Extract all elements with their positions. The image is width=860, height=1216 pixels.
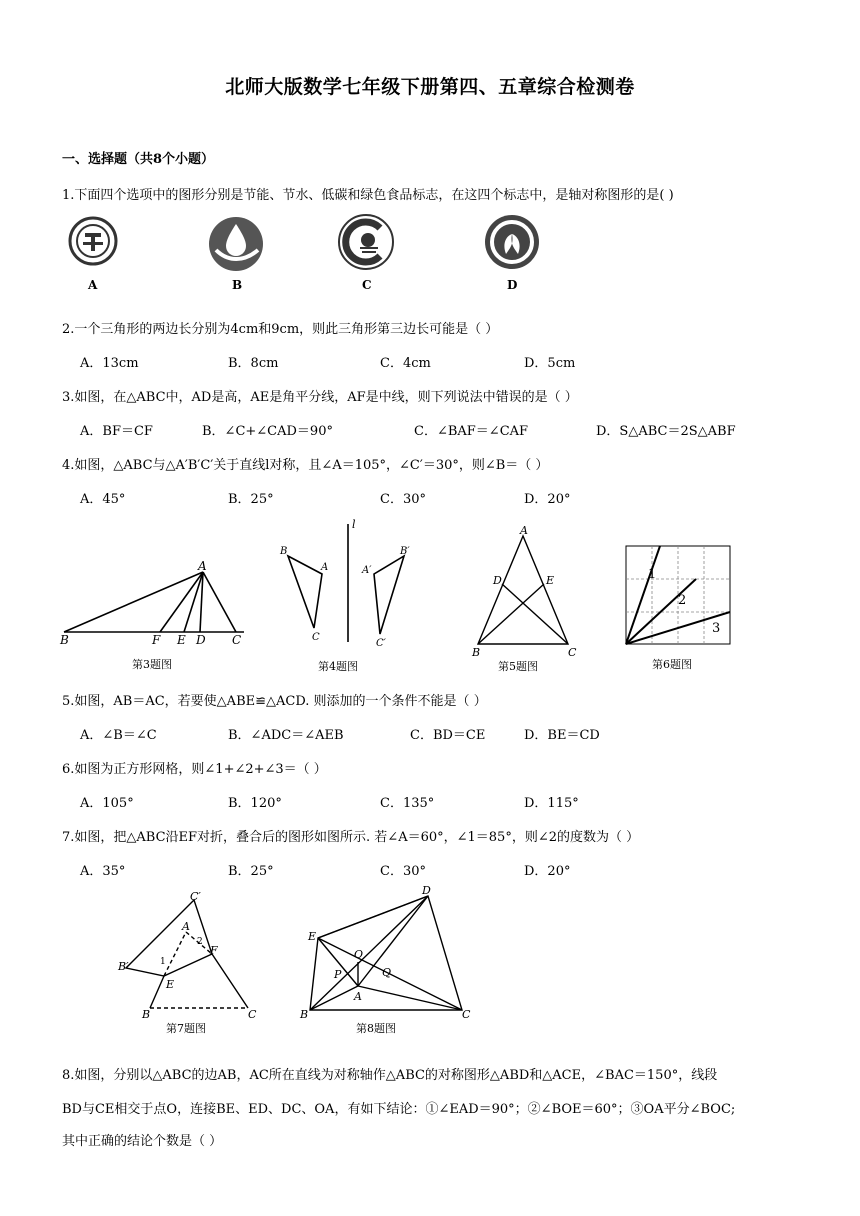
q6-option-c: C．135° (380, 796, 435, 811)
q3-option-a: A．BF＝CF (80, 424, 153, 439)
f7-label-e: E (166, 978, 175, 991)
q5-option-d: D．BE＝CD (524, 728, 600, 743)
f6-angle-3: 3 (712, 621, 721, 636)
f5-label-b: B (472, 646, 481, 658)
logo-green-food-icon (484, 214, 540, 274)
q2-option-c: C．4cm (380, 356, 431, 371)
figure-8-diagram (296, 882, 482, 1020)
f3-label-f: F (152, 633, 161, 647)
q2-option-b: B．8cm (228, 356, 279, 371)
q7-option-b: B．25° (228, 864, 274, 879)
q4-option-c: C．30° (380, 492, 426, 507)
question-8-line-2: BD与CE相交于点O，连接BE、ED、DC、OA，有如下结论：①∠EAD＝90°；②∠BOE＝60°；③OA平分∠BOC; (62, 1102, 736, 1117)
f4-label-a-prime: A′ (362, 565, 372, 576)
f3-label-c: C (232, 633, 242, 647)
f8-label-q: Q (382, 966, 392, 979)
f6-angle-1: 1 (648, 567, 657, 582)
q5-option-b: B．∠ADC＝∠AEB (228, 728, 344, 743)
q6-option-b: B．120° (228, 796, 282, 811)
caption-figure-5: 第5题图 (498, 660, 538, 673)
figure-5-diagram (466, 524, 584, 658)
logo-label-d: D (507, 278, 518, 292)
f3-label-b: B (60, 633, 69, 647)
f4-label-c-prime: C′ (376, 638, 386, 649)
f4-label-b-prime: B′ (400, 546, 410, 557)
figure-4-diagram (276, 516, 426, 652)
q5-option-c: C．BD＝CE (410, 728, 486, 743)
q7-option-a: A．35° (80, 864, 126, 879)
caption-figure-4: 第4题图 (318, 660, 358, 673)
f4-label-c: C (312, 632, 320, 643)
logo-label-c: C (362, 278, 372, 292)
f4-label-a: A (321, 562, 329, 573)
caption-figure-8: 第8题图 (356, 1022, 396, 1035)
q5-option-a: A．∠B＝∠C (80, 728, 157, 743)
f7-label-b: B (142, 1008, 151, 1020)
q2-option-d: D．5cm (524, 356, 576, 371)
f8-label-a: A (354, 990, 362, 1003)
q4-option-d: D．20° (524, 492, 571, 507)
f5-label-c: C (568, 646, 577, 658)
f5-label-a: A (520, 524, 528, 537)
section-heading: 一、选择题（共8个小题） (62, 152, 215, 167)
f7-label-c: C (248, 1008, 257, 1020)
f5-label-d: D (493, 574, 502, 587)
f8-label-c: C (462, 1008, 471, 1020)
q2-option-a: A．13cm (80, 356, 139, 371)
f8-label-d: D (422, 884, 431, 897)
logo-label-b: B (232, 278, 243, 292)
f3-label-d: D (196, 633, 206, 647)
q3-option-d: D．S△ABC＝2S△ABF (596, 424, 736, 439)
q4-option-a: A．45° (80, 492, 126, 507)
logo-water-saving-icon (208, 216, 264, 276)
question-3-text: 3.如图，在△ABC中，AD是高，AE是角平分线，AF是中线，则下列说法中错误的是（ ） (62, 390, 578, 405)
question-4-text: 4.如图，△ABC与△A′B′C′关于直线l对称，且∠A＝105°，∠C′＝30°，则∠B＝（ ） (62, 458, 549, 473)
f6-angle-2: 2 (678, 593, 687, 608)
page-title: 北师大版数学七年级下册第四、五章综合检测卷 (225, 76, 635, 98)
f8-label-o: O (354, 948, 364, 961)
logo-energy-saving-icon (68, 216, 118, 270)
logo-low-carbon-icon (338, 214, 394, 274)
q4-option-b: B．25° (228, 492, 274, 507)
f8-label-b: B (300, 1008, 309, 1020)
f4-label-b: B (280, 546, 288, 557)
f7-angle-2: 2 (197, 937, 203, 947)
caption-figure-6: 第6题图 (652, 658, 692, 671)
question-7-text: 7.如图，把△ABC沿EF对折，叠合后的图形如图所示. 若∠A＝60°，∠1＝85°，则∠2的度数为（ ） (62, 830, 640, 845)
question-1-text: 1.下面四个选项中的图形分别是节能、节水、低碳和绿色食品标志，在这四个标志中，是轴对称图形的是( ) (62, 188, 674, 203)
q6-option-d: D．115° (524, 796, 579, 811)
question-5-text: 5.如图，AB＝AC，若要使△ABE≌△ACD. 则添加的一个条件不能是（ ） (62, 694, 487, 709)
q7-option-c: C．30° (380, 864, 426, 879)
f3-label-a: A (198, 560, 207, 573)
f7-label-f: F (210, 944, 218, 957)
figure-3-diagram (58, 560, 248, 648)
f7-label-a: A (182, 920, 190, 933)
f7-label-b-prime: B′ (118, 960, 129, 973)
figure-6-grid-diagram (622, 542, 734, 648)
question-8-line-3: 其中正确的结论个数是（ ） (62, 1134, 223, 1149)
caption-figure-7: 第7题图 (166, 1022, 206, 1035)
question-6-text: 6.如图为正方形网格，则∠1+∠2+∠3＝（ ） (62, 762, 327, 777)
q7-option-d: D．20° (524, 864, 571, 879)
f8-label-e: E (308, 930, 317, 943)
question-8-line-1: 8.如图，分别以△ABC的边AB，AC所在直线为对称轴作△ABC的对称图形△ABD和△ACE，∠BAC＝150°，线段 (62, 1068, 718, 1083)
f7-label-c-prime: C′ (190, 890, 201, 903)
f5-label-e: E (546, 574, 555, 587)
f3-label-e: E (177, 633, 186, 647)
caption-figure-3: 第3题图 (132, 658, 172, 671)
q6-option-a: A．105° (80, 796, 134, 811)
q3-option-c: C．∠BAF＝∠CAF (414, 424, 529, 439)
figure-7-diagram (116, 888, 264, 1020)
logo-label-a: A (88, 278, 98, 292)
f7-angle-1: 1 (160, 957, 166, 967)
q3-option-b: B．∠C+∠CAD＝90° (202, 424, 333, 439)
f4-label-l: l (352, 518, 356, 531)
question-2-text: 2.一个三角形的两边长分别为4cm和9cm，则此三角形第三边长可能是（ ） (62, 322, 499, 337)
f8-label-p: P (334, 968, 342, 981)
